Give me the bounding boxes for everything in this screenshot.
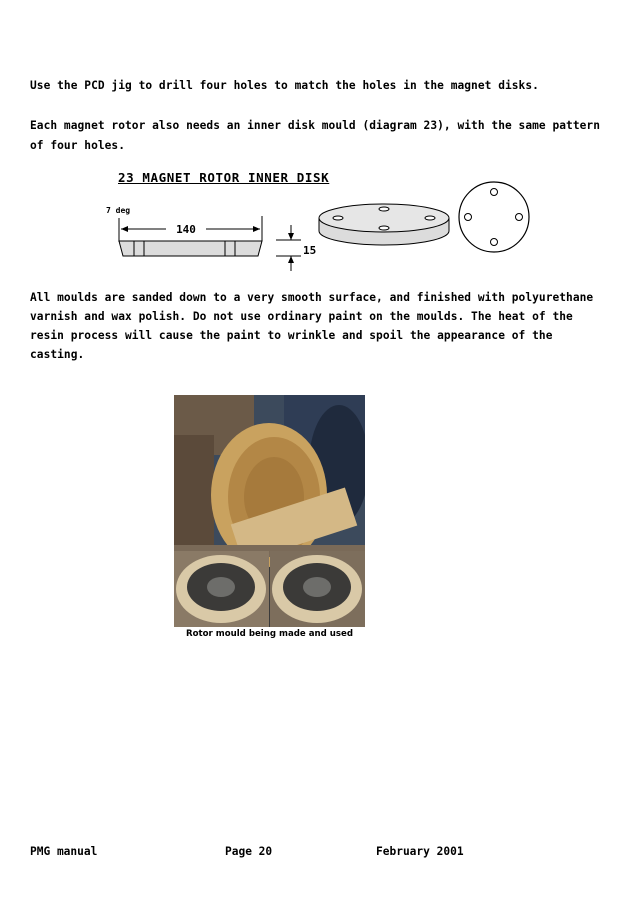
side-profile-drawing <box>106 206 262 256</box>
inner-disk-diagram <box>0 0 635 290</box>
perspective-disk-drawing <box>319 204 449 245</box>
width-dimension-label: 140 <box>176 223 196 236</box>
thickness-dimension <box>276 225 316 271</box>
paragraph-inner-disk-mould: Each magnet rotor also needs an inner disk mould (diagram 23), with the same pattern of four holes. <box>30 119 600 152</box>
paragraph-mould-finishing: All moulds are sanded down to a very smooth surface, and finished with polyurethane varnish and wax polish. Do not use ordinary paint on the moulds. The heat of the resin process will cause the paint to wrinkle and spoil the appearance of the casting. <box>30 291 594 361</box>
diagram-title: 23 MAGNET ROTOR INNER DISK <box>118 170 330 185</box>
paragraph-drill-holes: Use the PCD jig to drill four holes to match the holes in the magnet disks. <box>30 79 539 92</box>
footer-date: February 2001 <box>376 845 464 858</box>
angle-label: 7 deg <box>106 206 131 215</box>
top-view-disk-drawing <box>459 182 529 252</box>
footer-document-title: PMG manual <box>30 845 98 858</box>
rotor-mould-photo <box>174 395 365 627</box>
photo-caption: Rotor mould being made and used <box>185 629 354 639</box>
thickness-label: 15 <box>303 244 317 257</box>
footer-page-number: Page 20 <box>225 845 273 858</box>
